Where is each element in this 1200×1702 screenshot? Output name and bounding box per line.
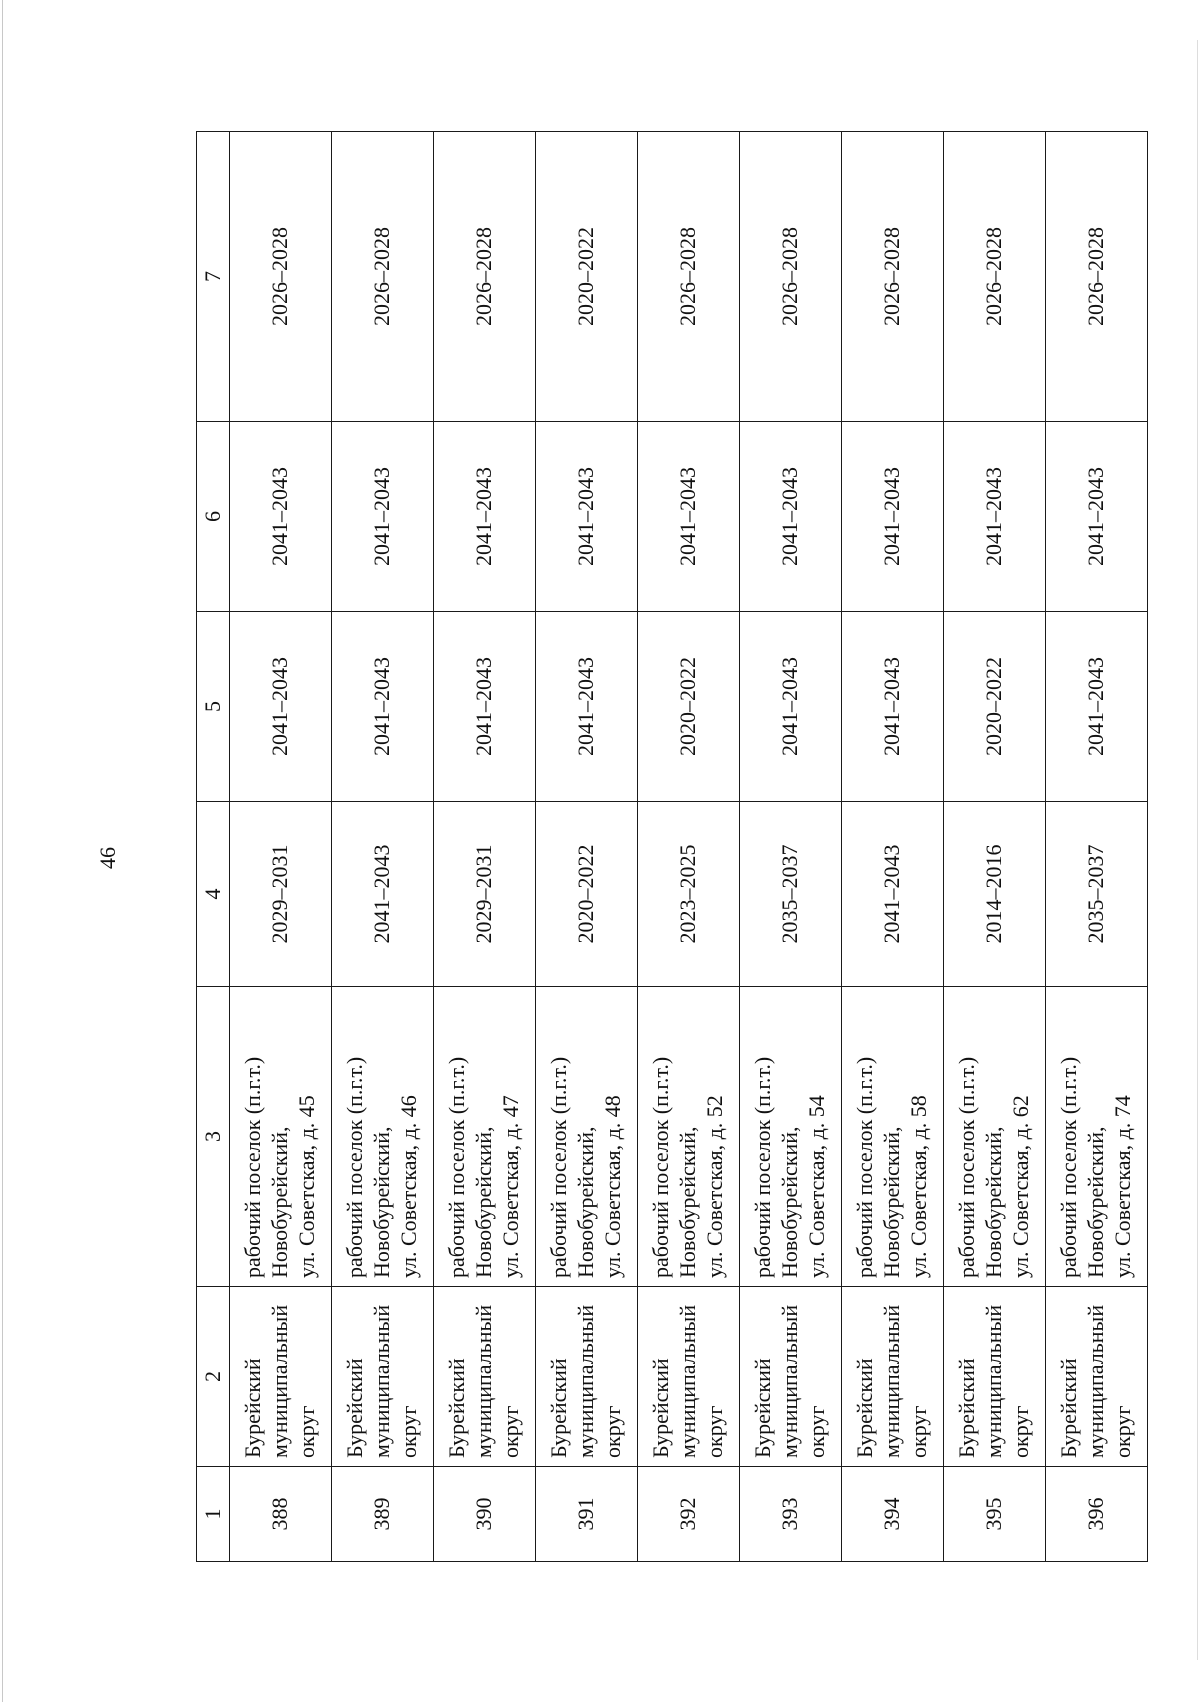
period-cell-col5: 2041–2043: [536, 612, 638, 802]
district-cell: [638, 1287, 740, 1467]
table-row: [434, 132, 536, 1562]
table-row: [740, 132, 842, 1562]
address-cell: [944, 987, 1046, 1287]
district-line: муниципальный: [981, 1304, 1007, 1458]
district-line: муниципальный: [879, 1304, 905, 1458]
period-cell-col7: 2026–2028: [434, 132, 536, 422]
row-number: 393: [740, 1467, 842, 1562]
district-line: Бурейский: [342, 1358, 368, 1458]
address-line: Новобурейский,: [267, 1126, 293, 1278]
address-line: ул. Советская, д. 46: [395, 1095, 421, 1278]
district-line: округ: [1007, 1405, 1033, 1458]
period-cell-col5: 2041–2043: [332, 612, 434, 802]
district-line: муниципальный: [471, 1304, 497, 1458]
period-cell-col6: 2041–2043: [230, 422, 332, 612]
address-cell: [536, 987, 638, 1287]
district-line: Бурейский: [852, 1358, 878, 1458]
table-header: [197, 132, 230, 1562]
column-header-4: 4: [197, 802, 230, 987]
district-line: Бурейский: [648, 1358, 674, 1458]
period-cell-col7: 2026–2028: [740, 132, 842, 422]
address-line: Новобурейский,: [777, 1126, 803, 1278]
period-cell-col5: 2041–2043: [740, 612, 842, 802]
period-cell-col5: 2020–2022: [638, 612, 740, 802]
period-cell-col6: 2041–2043: [332, 422, 434, 612]
district-line: Бурейский: [240, 1358, 266, 1458]
district-cell: [332, 1287, 434, 1467]
table-row: [1046, 132, 1148, 1562]
period-cell-col6: 2041–2043: [638, 422, 740, 612]
header-row: [197, 132, 230, 1562]
row-number: 389: [332, 1467, 434, 1562]
column-header-6: 6: [197, 422, 230, 612]
district-line: округ: [701, 1405, 727, 1458]
address-line: Новобурейский,: [1083, 1126, 1109, 1278]
address-line: Новобурейский,: [675, 1126, 701, 1278]
period-cell-col4: 2014–2016: [944, 802, 1046, 987]
scan-edge-left: [2, 0, 3, 1702]
district-cell: [842, 1287, 944, 1467]
address-cell: [638, 987, 740, 1287]
row-number: 394: [842, 1467, 944, 1562]
scan-edge-right: [1197, 40, 1198, 1660]
district-line: округ: [497, 1405, 523, 1458]
row-number: 390: [434, 1467, 536, 1562]
district-line: округ: [395, 1405, 421, 1458]
period-cell-col6: 2041–2043: [434, 422, 536, 612]
table-row: [332, 132, 434, 1562]
address-line: Новобурейский,: [981, 1126, 1007, 1278]
address-line: ул. Советская, д. 47: [497, 1095, 523, 1278]
district-cell: [434, 1287, 536, 1467]
district-line: округ: [599, 1405, 625, 1458]
period-cell-col6: 2041–2043: [740, 422, 842, 612]
period-cell-col7: 2020–2022: [536, 132, 638, 422]
address-cell: [740, 987, 842, 1287]
address-cell: [434, 987, 536, 1287]
district-line: округ: [1109, 1405, 1135, 1458]
table-row: [230, 132, 332, 1562]
address-line: ул. Советская, д. 52: [701, 1095, 727, 1278]
table-body: [230, 132, 1148, 1562]
period-cell-col7: 2026–2028: [332, 132, 434, 422]
district-cell: [536, 1287, 638, 1467]
address-line: ул. Советская, д. 62: [1007, 1095, 1033, 1278]
address-line: рабочий поселок (п.г.т.): [954, 1056, 980, 1278]
district-cell: [230, 1287, 332, 1467]
table-row: [638, 132, 740, 1562]
district-line: муниципальный: [267, 1304, 293, 1458]
address-line: ул. Советская, д. 45: [293, 1095, 319, 1278]
district-line: муниципальный: [1083, 1304, 1109, 1458]
district-line: муниципальный: [675, 1304, 701, 1458]
address-line: ул. Советская, д. 54: [803, 1095, 829, 1278]
district-line: муниципальный: [369, 1304, 395, 1458]
period-cell-col6: 2041–2043: [1046, 422, 1148, 612]
table-row: [944, 132, 1046, 1562]
district-line: Бурейский: [444, 1358, 470, 1458]
period-cell-col4: 2029–2031: [230, 802, 332, 987]
row-number: 395: [944, 1467, 1046, 1562]
period-cell-col7: 2026–2028: [1046, 132, 1148, 422]
address-line: Новобурейский,: [573, 1126, 599, 1278]
housing-register-table: [196, 131, 1148, 1562]
district-cell: [740, 1287, 842, 1467]
column-header-7: 7: [197, 132, 230, 422]
district-line: Бурейский: [546, 1358, 572, 1458]
period-cell-col7: 2026–2028: [944, 132, 1046, 422]
period-cell-col4: 2029–2031: [434, 802, 536, 987]
address-line: рабочий поселок (п.г.т.): [546, 1056, 572, 1278]
period-cell-col6: 2041–2043: [536, 422, 638, 612]
period-cell-col4: 2023–2025: [638, 802, 740, 987]
period-cell-col7: 2026–2028: [638, 132, 740, 422]
column-header-2: 2: [197, 1287, 230, 1467]
period-cell-col5: 2041–2043: [434, 612, 536, 802]
district-line: округ: [803, 1405, 829, 1458]
address-cell: [842, 987, 944, 1287]
address-line: рабочий поселок (п.г.т.): [240, 1056, 266, 1278]
row-number: 391: [536, 1467, 638, 1562]
district-line: округ: [905, 1405, 931, 1458]
address-line: Новобурейский,: [879, 1126, 905, 1278]
period-cell-col5: 2041–2043: [842, 612, 944, 802]
district-line: Бурейский: [750, 1358, 776, 1458]
period-cell-col6: 2041–2043: [944, 422, 1046, 612]
address-line: рабочий поселок (п.г.т.): [852, 1056, 878, 1278]
district-line: Бурейский: [954, 1358, 980, 1458]
address-line: ул. Советская, д. 48: [599, 1095, 625, 1278]
district-line: Бурейский: [1056, 1358, 1082, 1458]
address-line: Новобурейский,: [471, 1126, 497, 1278]
row-number: 388: [230, 1467, 332, 1562]
column-header-1: 1: [197, 1467, 230, 1562]
address-cell: [332, 987, 434, 1287]
address-cell: [230, 987, 332, 1287]
period-cell-col5: 2041–2043: [1046, 612, 1148, 802]
page-number: 46: [95, 847, 120, 869]
address-line: ул. Советская, д. 58: [905, 1095, 931, 1278]
period-cell-col5: 2020–2022: [944, 612, 1046, 802]
district-line: округ: [293, 1405, 319, 1458]
district-line: муниципальный: [777, 1304, 803, 1458]
table-row: [842, 132, 944, 1562]
period-cell-col4: 2041–2043: [842, 802, 944, 987]
rotated-table-container: [196, 132, 1135, 1562]
address-cell: [1046, 987, 1148, 1287]
address-line: Новобурейский,: [369, 1126, 395, 1278]
address-line: рабочий поселок (п.г.т.): [1056, 1056, 1082, 1278]
period-cell-col4: 2035–2037: [740, 802, 842, 987]
period-cell-col7: 2026–2028: [842, 132, 944, 422]
period-cell-col4: 2035–2037: [1046, 802, 1148, 987]
period-cell-col7: 2026–2028: [230, 132, 332, 422]
district-cell: [1046, 1287, 1148, 1467]
period-cell-col4: 2041–2043: [332, 802, 434, 987]
address-line: рабочий поселок (п.г.т.): [342, 1056, 368, 1278]
district-cell: [944, 1287, 1046, 1467]
address-line: рабочий поселок (п.г.т.): [750, 1056, 776, 1278]
row-number: 396: [1046, 1467, 1148, 1562]
column-header-5: 5: [197, 612, 230, 802]
column-header-3: 3: [197, 987, 230, 1287]
period-cell-col5: 2041–2043: [230, 612, 332, 802]
address-line: рабочий поселок (п.г.т.): [648, 1056, 674, 1278]
address-line: рабочий поселок (п.г.т.): [444, 1056, 470, 1278]
row-number: 392: [638, 1467, 740, 1562]
period-cell-col6: 2041–2043: [842, 422, 944, 612]
district-line: муниципальный: [573, 1304, 599, 1458]
period-cell-col4: 2020–2022: [536, 802, 638, 987]
address-line: ул. Советская, д. 74: [1109, 1095, 1135, 1278]
table-row: [536, 132, 638, 1562]
